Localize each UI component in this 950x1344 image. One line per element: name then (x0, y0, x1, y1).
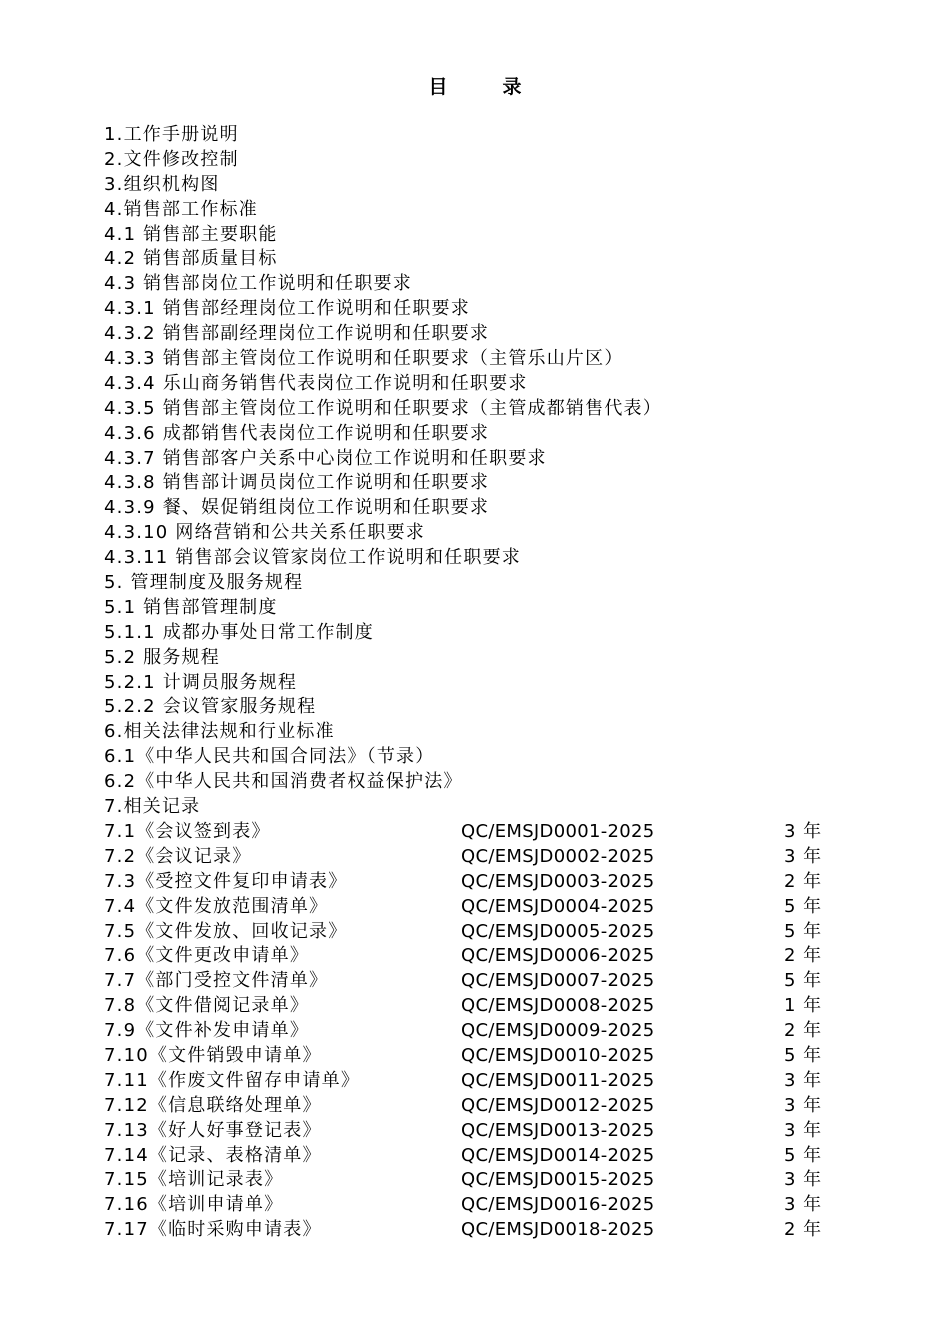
record-name[interactable]: 7.7《部门受控文件清单》 (104, 970, 329, 992)
record-name[interactable]: 7.11《作废文件留存申请单》 (104, 1069, 361, 1091)
record-code: QC/EMSJD0002-2025 (461, 845, 655, 867)
toc-entry[interactable]: 3.组织机构图 (104, 173, 220, 195)
record-row (104, 1218, 864, 1243)
record-name[interactable]: 7.2《会议记录》 (104, 845, 252, 867)
record-name[interactable]: 7.6《文件更改申请单》 (104, 945, 310, 967)
toc-entry[interactable]: 1.工作手册说明 (104, 124, 239, 145)
record-code: QC/EMSJD0007-2025 (461, 970, 655, 992)
toc-entry[interactable]: 5.1.1 成都办事处日常工作制度 (104, 621, 374, 643)
retention-period: 3 年 (784, 1194, 823, 1216)
toc-entry[interactable]: 5.1 销售部管理制度 (104, 596, 278, 618)
toc-entry[interactable]: 5.2.1 计调员服务规程 (104, 671, 298, 693)
retention-period: 5 年 (784, 1044, 823, 1066)
record-row (104, 1144, 864, 1169)
toc-entry[interactable]: 4.3 销售部岗位工作说明和任职要求 (104, 273, 412, 295)
record-code: QC/EMSJD0013-2025 (461, 1119, 655, 1141)
retention-period: 2 年 (784, 870, 823, 892)
record-row (104, 820, 864, 845)
record-name[interactable]: 7.10《文件销毁申请单》 (104, 1044, 322, 1066)
toc-entry[interactable]: 5.2.2 会议管家服务规程 (104, 696, 317, 718)
record-name[interactable]: 7.5《文件发放、回收记录》 (104, 920, 348, 942)
toc-entry[interactable]: 2.文件修改控制 (104, 148, 239, 170)
record-name[interactable]: 7.14《记录、表格清单》 (104, 1144, 322, 1166)
record-code: QC/EMSJD0011-2025 (461, 1069, 655, 1091)
record-code: QC/EMSJD0005-2025 (461, 920, 655, 942)
toc-entry[interactable]: 4.3.4 乐山商务销售代表岗位工作说明和任职要求 (104, 372, 528, 394)
retention-period: 5 年 (784, 895, 823, 917)
toc-entry[interactable]: 4.3.11 销售部会议管家岗位工作说明和任职要求 (104, 547, 521, 569)
retention-period: 5 年 (784, 1144, 823, 1166)
record-row (104, 969, 864, 994)
record-row (104, 1168, 864, 1193)
record-name[interactable]: 7.17《临时采购申请表》 (104, 1219, 322, 1241)
record-name[interactable]: 7.1《会议签到表》 (104, 820, 271, 842)
record-row (104, 845, 864, 870)
retention-period: 5 年 (784, 970, 823, 992)
retention-period: 3 年 (784, 845, 823, 867)
record-code: QC/EMSJD0006-2025 (461, 945, 655, 967)
toc-entry[interactable]: 5. 管理制度及服务规程 (104, 572, 304, 594)
record-row (104, 1019, 864, 1044)
toc-entry[interactable]: 4.3.7 销售部客户关系中心岗位工作说明和任职要求 (104, 447, 547, 469)
retention-period: 1 年 (784, 995, 823, 1017)
record-row (104, 1094, 864, 1119)
table-of-contents (104, 123, 864, 1243)
record-code: QC/EMSJD0003-2025 (461, 870, 655, 892)
record-row (104, 870, 864, 895)
record-row (104, 1044, 864, 1069)
retention-period: 3 年 (784, 1094, 823, 1116)
record-name[interactable]: 7.13《好人好事登记表》 (104, 1119, 322, 1141)
page-title: 目 录 (428, 76, 540, 98)
record-row (104, 1119, 864, 1144)
toc-entry[interactable]: 5.2 服务规程 (104, 646, 220, 668)
record-code: QC/EMSJD0001-2025 (461, 820, 655, 842)
toc-entry[interactable]: 6.1《中华人民共和国合同法》（节录） (104, 746, 435, 768)
retention-period: 5 年 (784, 920, 823, 942)
toc-entry[interactable]: 4.3.6 成都销售代表岗位工作说明和任职要求 (104, 422, 490, 444)
retention-period: 2 年 (784, 1219, 823, 1241)
record-name[interactable]: 7.9《文件补发申请单》 (104, 1020, 310, 1042)
toc-entry[interactable]: 4.3.10 网络营销和公共关系任职要求 (104, 522, 425, 544)
retention-period: 2 年 (784, 1020, 823, 1042)
record-row (104, 1193, 864, 1218)
toc-entry[interactable]: 4.3.1 销售部经理岗位工作说明和任职要求 (104, 298, 470, 320)
record-code: QC/EMSJD0016-2025 (461, 1194, 655, 1216)
retention-period: 3 年 (784, 820, 823, 842)
record-code: QC/EMSJD0014-2025 (461, 1144, 655, 1166)
toc-entry[interactable]: 4.销售部工作标准 (104, 198, 258, 220)
toc-entry[interactable]: 6.2《中华人民共和国消费者权益保护法》 (104, 771, 463, 793)
record-row (104, 994, 864, 1019)
toc-entry[interactable]: 6.相关法律法规和行业标准 (104, 721, 335, 743)
record-name[interactable]: 7.3《受控文件复印申请表》 (104, 870, 348, 892)
record-code: QC/EMSJD0008-2025 (461, 995, 655, 1017)
toc-entry[interactable]: 4.3.3 销售部主管岗位工作说明和任职要求（主管乐山片区） (104, 348, 624, 370)
retention-period: 3 年 (784, 1069, 823, 1091)
toc-entry[interactable]: 4.3.8 销售部计调员岗位工作说明和任职要求 (104, 472, 490, 494)
record-row (104, 944, 864, 969)
toc-entry[interactable]: 4.3.5 销售部主管岗位工作说明和任职要求（主管成都销售代表） (104, 397, 662, 419)
record-code: QC/EMSJD0009-2025 (461, 1020, 655, 1042)
record-code: QC/EMSJD0010-2025 (461, 1044, 655, 1066)
record-name[interactable]: 7.12《信息联络处理单》 (104, 1094, 322, 1116)
toc-entry[interactable]: 7.相关记录 (104, 796, 201, 818)
record-code: QC/EMSJD0012-2025 (461, 1094, 655, 1116)
record-name[interactable]: 7.8《文件借阅记录单》 (104, 995, 310, 1017)
retention-period: 3 年 (784, 1169, 823, 1191)
record-row (104, 1069, 864, 1094)
record-name[interactable]: 7.15《培训记录表》 (104, 1169, 284, 1191)
record-name[interactable]: 7.16《培训申请单》 (104, 1194, 284, 1216)
retention-period: 3 年 (784, 1119, 823, 1141)
record-name[interactable]: 7.4《文件发放范围清单》 (104, 895, 329, 917)
toc-entry[interactable]: 4.1 销售部主要职能 (104, 223, 278, 245)
record-code: QC/EMSJD0018-2025 (461, 1219, 655, 1241)
record-row (104, 920, 864, 945)
record-code: QC/EMSJD0004-2025 (461, 895, 655, 917)
record-row (104, 895, 864, 920)
record-code: QC/EMSJD0015-2025 (461, 1169, 655, 1191)
toc-entry[interactable]: 4.3.2 销售部副经理岗位工作说明和任职要求 (104, 323, 490, 345)
toc-entry[interactable]: 4.2 销售部质量目标 (104, 248, 278, 270)
toc-entry[interactable]: 4.3.9 餐、娱促销组岗位工作说明和任职要求 (104, 497, 490, 519)
retention-period: 2 年 (784, 945, 823, 967)
